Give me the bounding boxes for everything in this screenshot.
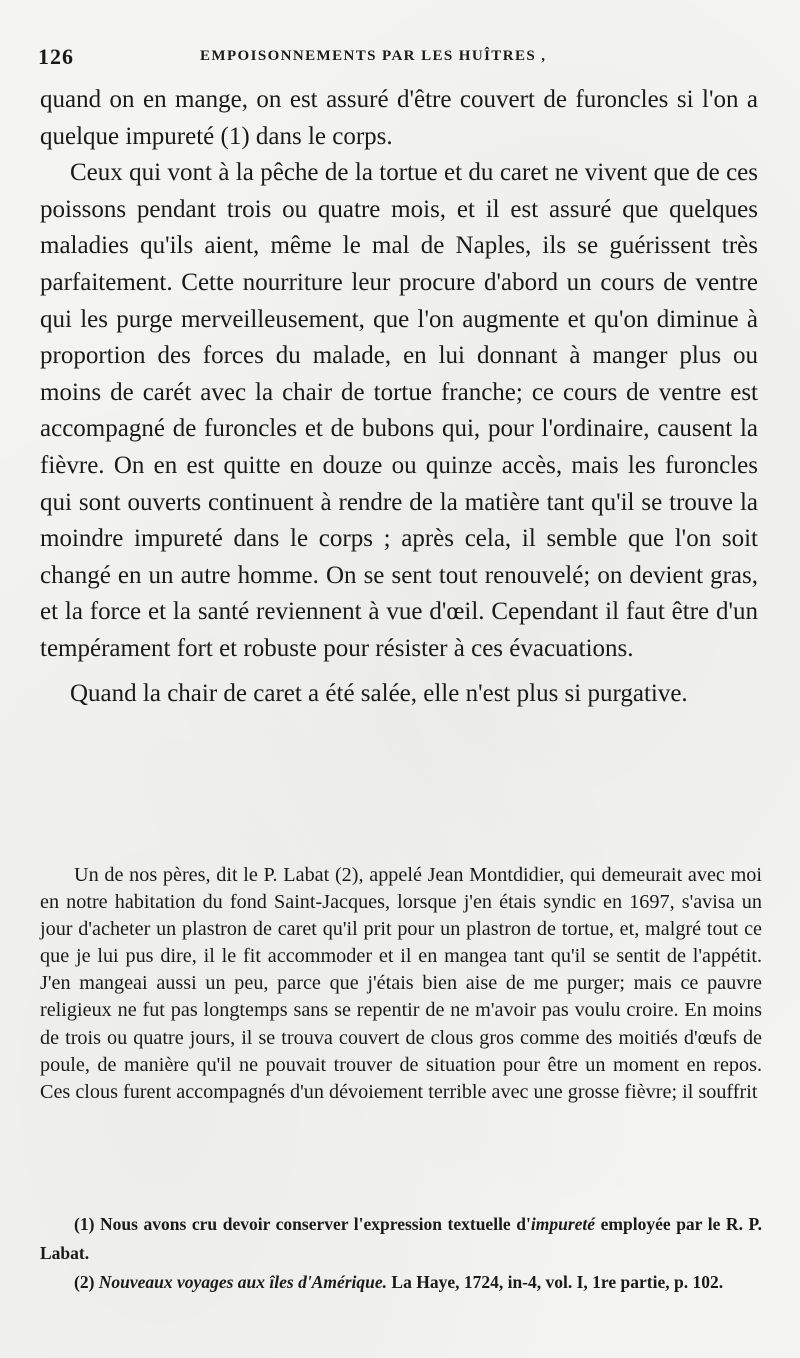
paragraph-turtle-fishing: Ceux qui vont à la pêche de la tortue et du caret ne vivent que de ces poissons pendant trois ou quatre mois, et il est assuré que quelques maladies qu'ils aient, même le mal de Naples, ils se guérissent très parfaitement. Cette nourriture leur procure d'abord un cours de ventre qui les purge merveilleusement, que l'on augmente et qu'on diminue à proportion des forces du malade, en lui donnant à manger plus ou moins de carét avec la chair de tortue franche; ce cours de ventre est accompagné de furoncles et de bubons qui, pour l'ordinaire, causent la fièvre. On en est quitte en douze ou quinze accès, mais les furoncles qui sont ouverts continuent à rendre de la matière tant qu'il se trouve la moindre impureté dans le corps ; après cela, il semble que l'on soit changé en un autre homme. On se sent tout renouvelé; on devient gras, et la force et la santé reviennent à vue d'œil. Cependant il faut être d'un tempérament fort et robuste pour résister à ces évacuations. bbox=[40, 159, 758, 662]
page-number: 126 bbox=[38, 44, 74, 69]
running-head: EMPOISONNEMENTS PAR LES HUÎTRES , bbox=[200, 48, 547, 64]
footnote-1-suffix: employée par le R. P. Labat. bbox=[40, 1214, 762, 1263]
footnote-2-prefix: (2) bbox=[74, 1272, 99, 1292]
footnote-2-italic: Nouveaux voyages aux îles d'Amérique. bbox=[98, 1272, 388, 1292]
main-text bbox=[40, 82, 758, 712]
paragraph-salted-caret: Quand la chair de caret a été salée, elle n'est plus si purgative. bbox=[70, 679, 688, 707]
footnote-1 bbox=[40, 1210, 762, 1268]
footnote-1-italic: impureté bbox=[530, 1214, 596, 1234]
footnotes bbox=[40, 1210, 762, 1297]
labat-quotation: Un de nos pères, dit le P. Labat (2), appelé Jean Montdidier, qui demeurait avec moi en notre habitation du fond Saint-Jacques, lorsque j'en étais syndic en 1697, s'avisa un jour d'acheter un plastron de caret qu'il prit pour un plastron de tortue, et, malgré tout ce que je lui pus dire, il le fit accommoder et il en mangea tant qu'il se sentit de l'appétit. J'en mangeai aussi un peu, parce que j'étais bien aise de me purger; mais ce pauvre religieux ne fut pas longtemps sans se repentir de ne m'avoir pas voulu croire. En moins de trois ou quatre jours, il se trouva couvert de clous gros comme des moitiés d'œufs de poule, de manière qu'il ne pouvait trouver de situation pour être un moment en repos. Ces clous furent accompagnés d'un dévoiement terrible avec une grosse fièvre; il souffrit bbox=[40, 864, 762, 1103]
footnote-1-prefix: (1) Nous avons cru devoir conserver l'expression textuelle d' bbox=[74, 1214, 531, 1234]
footnote-2 bbox=[40, 1268, 762, 1297]
footnote-2-suffix: La Haye, 1724, in-4, vol. I, 1re partie, p. 102. bbox=[387, 1272, 724, 1292]
page-header bbox=[38, 44, 758, 74]
paragraph-continuation: quand on en mange, on est assuré d'être couvert de furoncles si l'on a quelque impureté (1) dans le corps. bbox=[40, 86, 758, 150]
